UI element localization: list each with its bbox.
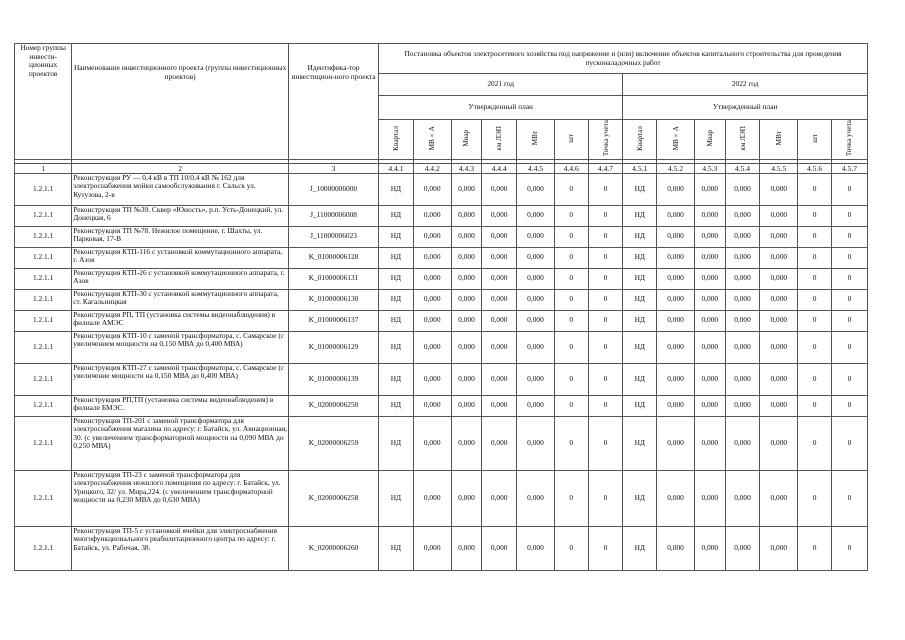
project-name-cell: Реконструкция КТП-10 с заменой трансформатора, с. Самарское (с увеличением мощности на 0,150 МВА до 0,400 МВА) bbox=[72, 331, 289, 363]
value-cell: 0 bbox=[831, 226, 867, 247]
value-cell: 0,000 bbox=[413, 395, 451, 416]
value-cell: 0,000 bbox=[760, 526, 798, 570]
column-number-cell: 4.4.1 bbox=[379, 163, 414, 173]
value-cell: 0,000 bbox=[482, 289, 517, 310]
group-number-cell: 1.2.1.1 bbox=[15, 526, 72, 570]
value-cell: НД bbox=[623, 331, 657, 363]
subheader-cell: Мвар bbox=[694, 120, 725, 160]
value-cell: 0 bbox=[588, 416, 623, 470]
value-cell: 0,000 bbox=[657, 289, 695, 310]
subheader-cell: км ЛЭП bbox=[482, 120, 517, 160]
subheader-cell: МВт bbox=[760, 120, 798, 160]
value-cell: 0,000 bbox=[451, 331, 482, 363]
column-number-cell: 4.4.2 bbox=[413, 163, 451, 173]
value-cell: НД bbox=[379, 289, 414, 310]
header-project-name: Наименование инвестиционного проекта (группы инвестиционных проектов) bbox=[72, 44, 289, 160]
header-approved-plan-2022: Утвержденный план bbox=[623, 96, 868, 120]
value-cell: 0,000 bbox=[517, 247, 555, 268]
value-cell: 0 bbox=[554, 173, 588, 205]
value-cell: 0,000 bbox=[451, 363, 482, 395]
value-cell: 0,000 bbox=[657, 470, 695, 526]
project-name-cell: Реконструкция ТП-5 с установкой ячейки для электроснабжения многофункционального реабилитационного центра по адресу: г. Батайск, ул. Рабочая, 38. bbox=[72, 526, 289, 570]
column-number-cell: 4.5.3 bbox=[694, 163, 725, 173]
value-cell: 0,000 bbox=[760, 310, 798, 331]
value-cell: 0,000 bbox=[517, 173, 555, 205]
column-number-cell: 4.5.5 bbox=[760, 163, 798, 173]
value-cell: 0 bbox=[798, 247, 832, 268]
value-cell: 0,000 bbox=[725, 331, 760, 363]
value-cell: НД bbox=[623, 268, 657, 289]
value-cell: 0,000 bbox=[451, 310, 482, 331]
project-name-cell: Реконструкция ТП-201 с заменой трансформатора для электроснабжения магазина по адресу: г. Батайск, ул. Авиационная, 30. (с увеличением трансформаторной мощности на 0,090 МВА до 0,250 МВА) bbox=[72, 416, 289, 470]
value-cell: НД bbox=[379, 331, 414, 363]
value-cell: 0,000 bbox=[725, 205, 760, 226]
value-cell: 0,000 bbox=[760, 205, 798, 226]
group-number-cell: 1.2.1.1 bbox=[15, 395, 72, 416]
value-cell: 0,000 bbox=[482, 205, 517, 226]
value-cell: 0,000 bbox=[657, 395, 695, 416]
value-cell: 0,000 bbox=[760, 363, 798, 395]
value-cell: 0,000 bbox=[413, 289, 451, 310]
column-number-cell: 4.4.4 bbox=[482, 163, 517, 173]
column-number-cell: 4.5.4 bbox=[725, 163, 760, 173]
column-number-cell: 4.5.6 bbox=[798, 163, 832, 173]
subheader-cell: МВ×А bbox=[657, 120, 695, 160]
value-cell: 0 bbox=[798, 310, 832, 331]
value-cell: 0,000 bbox=[657, 268, 695, 289]
value-cell: 0,000 bbox=[694, 226, 725, 247]
value-cell: 0,000 bbox=[451, 416, 482, 470]
value-cell: 0,000 bbox=[451, 173, 482, 205]
value-cell: 0 bbox=[831, 395, 867, 416]
project-id-cell: K_01000006128 bbox=[289, 247, 379, 268]
value-cell: 0 bbox=[554, 363, 588, 395]
value-cell: 0,000 bbox=[517, 226, 555, 247]
value-cell: 0,000 bbox=[725, 526, 760, 570]
value-cell: 0 bbox=[588, 526, 623, 570]
value-cell: НД bbox=[623, 526, 657, 570]
value-cell: 0 bbox=[831, 268, 867, 289]
value-cell: 0,000 bbox=[725, 226, 760, 247]
value-cell: 0 bbox=[798, 226, 832, 247]
value-cell: 0 bbox=[831, 331, 867, 363]
value-cell: 0,000 bbox=[694, 268, 725, 289]
group-number-cell: 1.2.1.1 bbox=[15, 331, 72, 363]
value-cell: 0,000 bbox=[760, 470, 798, 526]
value-cell: 0,000 bbox=[517, 470, 555, 526]
value-cell: 0 bbox=[798, 268, 832, 289]
value-cell: НД bbox=[379, 310, 414, 331]
value-cell: 0 bbox=[798, 395, 832, 416]
value-cell: 0 bbox=[588, 226, 623, 247]
value-cell: 0,000 bbox=[517, 395, 555, 416]
value-cell: 0,000 bbox=[517, 310, 555, 331]
group-number-cell: 1.2.1.1 bbox=[15, 226, 72, 247]
value-cell: 0,000 bbox=[482, 268, 517, 289]
value-cell: 0,000 bbox=[694, 289, 725, 310]
value-cell: 0,000 bbox=[413, 268, 451, 289]
value-cell: 0,000 bbox=[725, 363, 760, 395]
investment-table bbox=[14, 43, 868, 571]
value-cell: 0,000 bbox=[451, 226, 482, 247]
group-number-cell: 1.2.1.1 bbox=[15, 416, 72, 470]
value-cell: 0,000 bbox=[657, 526, 695, 570]
value-cell: 0,000 bbox=[694, 416, 725, 470]
value-cell: 0 bbox=[554, 310, 588, 331]
subheader-cell: МВ×А bbox=[413, 120, 451, 160]
group-number-cell: 1.2.1.1 bbox=[15, 363, 72, 395]
subheader-cell: Точка учета bbox=[831, 120, 867, 160]
value-cell: 0 bbox=[588, 363, 623, 395]
value-cell: 0 bbox=[831, 173, 867, 205]
table-row bbox=[15, 173, 868, 205]
value-cell: 0 bbox=[831, 310, 867, 331]
value-cell: 0 bbox=[588, 310, 623, 331]
subheader-cell: км ЛЭП bbox=[725, 120, 760, 160]
subheader-cell: МВт bbox=[517, 120, 555, 160]
value-cell: 0 bbox=[798, 205, 832, 226]
value-cell: 0,000 bbox=[413, 310, 451, 331]
header-group-number: Номер группы инвести-ционных проектов bbox=[15, 44, 72, 160]
value-cell: 0 bbox=[588, 331, 623, 363]
table-row bbox=[15, 247, 868, 268]
value-cell: 0,000 bbox=[413, 247, 451, 268]
value-cell: НД bbox=[379, 205, 414, 226]
column-number-cell: 4.4.6 bbox=[554, 163, 588, 173]
subheader-cell: Квартал bbox=[623, 120, 657, 160]
value-cell: 0 bbox=[554, 470, 588, 526]
value-cell: 0 bbox=[554, 289, 588, 310]
table-row bbox=[15, 289, 868, 310]
project-id-cell: K_02000006260 bbox=[289, 526, 379, 570]
table-row bbox=[15, 416, 868, 470]
value-cell: НД bbox=[623, 470, 657, 526]
value-cell: 0,000 bbox=[657, 173, 695, 205]
value-cell: НД bbox=[379, 470, 414, 526]
column-number-cell: 4.5.1 bbox=[623, 163, 657, 173]
value-cell: 0,000 bbox=[413, 416, 451, 470]
value-cell: 0,000 bbox=[694, 395, 725, 416]
header-approved-plan-2021: Утвержденный план bbox=[379, 96, 623, 120]
table-body bbox=[15, 173, 868, 570]
value-cell: 0,000 bbox=[451, 526, 482, 570]
project-id-cell: K_02000006258 bbox=[289, 470, 379, 526]
subheader-cell: Мвар bbox=[451, 120, 482, 160]
value-cell: НД bbox=[623, 226, 657, 247]
table-row bbox=[15, 205, 868, 226]
value-cell: 0,000 bbox=[517, 205, 555, 226]
value-cell: 0,000 bbox=[760, 173, 798, 205]
value-cell: 0,000 bbox=[517, 363, 555, 395]
value-cell: 0,000 bbox=[657, 310, 695, 331]
project-id-cell: K_01000006130 bbox=[289, 289, 379, 310]
value-cell: 0,000 bbox=[657, 416, 695, 470]
project-name-cell: Реконструкция ТП №39. Сквер «Юность», р.п. Усть-Донецкий, ул. Донецкая, 6 bbox=[72, 205, 289, 226]
value-cell: 0,000 bbox=[413, 173, 451, 205]
project-name-cell: Реконструкция КТП-116 с установкой коммутационного аппарата, г. Азов bbox=[72, 247, 289, 268]
value-cell: 0 bbox=[831, 363, 867, 395]
value-cell: 0,000 bbox=[760, 289, 798, 310]
value-cell: НД bbox=[379, 173, 414, 205]
table-row bbox=[15, 470, 868, 526]
value-cell: 0 bbox=[798, 363, 832, 395]
project-id-cell: K_02000006250 bbox=[289, 395, 379, 416]
value-cell: 0,000 bbox=[413, 363, 451, 395]
value-cell: 0,000 bbox=[482, 310, 517, 331]
value-cell: 0,000 bbox=[725, 268, 760, 289]
group-number-cell: 1.2.1.1 bbox=[15, 268, 72, 289]
project-id-cell: J_11000006023 bbox=[289, 226, 379, 247]
column-number-cell: 4.5.2 bbox=[657, 163, 695, 173]
value-cell: 0 bbox=[588, 395, 623, 416]
value-cell: 0 bbox=[798, 331, 832, 363]
table-row bbox=[15, 363, 868, 395]
value-cell: 0,000 bbox=[725, 470, 760, 526]
group-number-cell: 1.2.1.1 bbox=[15, 310, 72, 331]
value-cell: 0 bbox=[554, 331, 588, 363]
value-cell: 0 bbox=[554, 395, 588, 416]
value-cell: 0,000 bbox=[413, 470, 451, 526]
column-number-cell: 2 bbox=[72, 163, 289, 173]
value-cell: 0,000 bbox=[694, 173, 725, 205]
value-cell: 0,000 bbox=[657, 205, 695, 226]
value-cell: 0,000 bbox=[482, 526, 517, 570]
value-cell: 0,000 bbox=[482, 247, 517, 268]
value-cell: НД bbox=[623, 363, 657, 395]
value-cell: 0 bbox=[831, 526, 867, 570]
value-cell: 0,000 bbox=[451, 205, 482, 226]
table-row bbox=[15, 395, 868, 416]
value-cell: 0 bbox=[554, 226, 588, 247]
value-cell: НД bbox=[379, 226, 414, 247]
value-cell: 0 bbox=[831, 247, 867, 268]
table-row bbox=[15, 526, 868, 570]
value-cell: 0,000 bbox=[482, 331, 517, 363]
subheader-cell: шт bbox=[554, 120, 588, 160]
project-name-cell: Реконструкция ТП-23 с заменой трансформатора для электроснабжения нежилого помещения по адресу: г. Батайск, ул. Урицкого, 32/ ул. Мира,224. (с увеличением трансформаторной мощности на 0,230 МВА до 0,630 МВА) bbox=[72, 470, 289, 526]
value-cell: 0 bbox=[554, 526, 588, 570]
value-cell: 0,000 bbox=[694, 205, 725, 226]
value-cell: 0 bbox=[588, 470, 623, 526]
value-cell: 0,000 bbox=[760, 395, 798, 416]
value-cell: 0 bbox=[831, 205, 867, 226]
value-cell: 0 bbox=[831, 416, 867, 470]
value-cell: 0,000 bbox=[451, 247, 482, 268]
project-id-cell: J_10000006000 bbox=[289, 173, 379, 205]
value-cell: 0,000 bbox=[694, 526, 725, 570]
value-cell: 0,000 bbox=[694, 247, 725, 268]
value-cell: НД bbox=[623, 289, 657, 310]
value-cell: 0,000 bbox=[517, 331, 555, 363]
value-cell: 0,000 bbox=[482, 395, 517, 416]
value-cell: 0,000 bbox=[694, 470, 725, 526]
table-row bbox=[15, 226, 868, 247]
value-cell: 0 bbox=[588, 173, 623, 205]
group-number-cell: 1.2.1.1 bbox=[15, 247, 72, 268]
value-cell: 0,000 bbox=[482, 173, 517, 205]
value-cell: 0,000 bbox=[413, 226, 451, 247]
column-number-cell: 4.4.3 bbox=[451, 163, 482, 173]
header-year-2021: 2021 год bbox=[379, 74, 623, 96]
project-id-cell: K_01000006137 bbox=[289, 310, 379, 331]
value-cell: НД bbox=[623, 416, 657, 470]
project-name-cell: Реконструкция КТП-30 с установкой коммутационного аппарата, ст. Кагальницкая bbox=[72, 289, 289, 310]
value-cell: 0,000 bbox=[451, 289, 482, 310]
value-cell: 0 bbox=[554, 268, 588, 289]
project-name-cell: Реконструкция РП,ТП (установка системы видеонаблюдения) в филиале БМЭС. bbox=[72, 395, 289, 416]
value-cell: 0,000 bbox=[482, 363, 517, 395]
value-cell: 0 bbox=[588, 205, 623, 226]
header-year-2022: 2022 год bbox=[623, 74, 868, 96]
value-cell: 0,000 bbox=[657, 247, 695, 268]
subheader-cell: Квартал bbox=[379, 120, 414, 160]
investment-table-document bbox=[14, 43, 868, 571]
value-cell: 0,000 bbox=[725, 173, 760, 205]
subheader-cell: Точка учета bbox=[588, 120, 623, 160]
column-number-cell: 1 bbox=[15, 163, 72, 173]
value-cell: 0 bbox=[588, 289, 623, 310]
value-cell: НД bbox=[623, 173, 657, 205]
project-id-cell: K_01000006131 bbox=[289, 268, 379, 289]
value-cell: 0 bbox=[798, 173, 832, 205]
value-cell: 0,000 bbox=[451, 268, 482, 289]
project-id-cell: K_01000006129 bbox=[289, 331, 379, 363]
value-cell: 0,000 bbox=[413, 526, 451, 570]
value-cell: 0 bbox=[554, 205, 588, 226]
header-main-title: Постановка объектов электросетевого хозяйства под напряжение и (или) включение объектов капитального строительства для проведения пусконаладочных работ bbox=[379, 44, 868, 74]
value-cell: НД bbox=[379, 395, 414, 416]
group-number-cell: 1.2.1.1 bbox=[15, 289, 72, 310]
table-row bbox=[15, 268, 868, 289]
project-name-cell: Реконструкция РП, ТП (установка системы видеонаблюдения) в филиале АМЭС bbox=[72, 310, 289, 331]
project-id-cell: K_02000006259 bbox=[289, 416, 379, 470]
value-cell: 0 bbox=[798, 470, 832, 526]
value-cell: 0,000 bbox=[725, 289, 760, 310]
value-cell: 0 bbox=[831, 289, 867, 310]
column-number-cell: 4.4.5 bbox=[517, 163, 555, 173]
value-cell: 0,000 bbox=[517, 289, 555, 310]
group-number-cell: 1.2.1.1 bbox=[15, 173, 72, 205]
value-cell: 0,000 bbox=[482, 226, 517, 247]
value-cell: 0,000 bbox=[760, 268, 798, 289]
value-cell: 0 bbox=[554, 247, 588, 268]
value-cell: 0 bbox=[554, 416, 588, 470]
value-cell: 0,000 bbox=[413, 331, 451, 363]
value-cell: 0 bbox=[798, 416, 832, 470]
header-identifier: Идентифика-тор инвестицион-ного проекта bbox=[289, 44, 379, 160]
value-cell: 0,000 bbox=[517, 526, 555, 570]
value-cell: 0,000 bbox=[517, 416, 555, 470]
project-name-cell: Реконструкция ТП №78. Нежилое помещение, г. Шахты, ул. Парковая, 17-В bbox=[72, 226, 289, 247]
value-cell: 0,000 bbox=[760, 226, 798, 247]
value-cell: 0 bbox=[588, 247, 623, 268]
value-cell: НД bbox=[623, 247, 657, 268]
project-name-cell: Реконструкция РУ — 0,4 кВ в ТП 10/0,4 кВ № 162 для электроснабжения мойки самообслуживания г. Сальск ул. Кутузова, 2-в bbox=[72, 173, 289, 205]
value-cell: 0 bbox=[798, 526, 832, 570]
value-cell: 0,000 bbox=[760, 247, 798, 268]
value-cell: 0,000 bbox=[725, 310, 760, 331]
value-cell: 0,000 bbox=[451, 470, 482, 526]
value-cell: 0,000 bbox=[482, 416, 517, 470]
value-cell: 0,000 bbox=[725, 416, 760, 470]
value-cell: 0,000 bbox=[760, 416, 798, 470]
value-cell: 0,000 bbox=[760, 331, 798, 363]
value-cell: 0,000 bbox=[694, 310, 725, 331]
value-cell: 0,000 bbox=[657, 363, 695, 395]
value-cell: 0 bbox=[798, 289, 832, 310]
value-cell: 0,000 bbox=[451, 395, 482, 416]
subheader-cell: шт bbox=[798, 120, 832, 160]
value-cell: НД bbox=[379, 416, 414, 470]
value-cell: НД bbox=[379, 268, 414, 289]
value-cell: 0,000 bbox=[413, 205, 451, 226]
value-cell: НД bbox=[623, 395, 657, 416]
project-name-cell: Реконструкция КТП-27 с заменой трансформатора, с. Самарское (с увеличение мощности на 0,150 МВА до 0,400 МВА) bbox=[72, 363, 289, 395]
project-name-cell: Реконструкция КТП-26 с установкой коммутационного аппарата, г. Азов bbox=[72, 268, 289, 289]
value-cell: НД bbox=[623, 205, 657, 226]
value-cell: 0,000 bbox=[725, 247, 760, 268]
value-cell: 0,000 bbox=[482, 470, 517, 526]
value-cell: НД bbox=[623, 310, 657, 331]
project-id-cell: J_11000006008 bbox=[289, 205, 379, 226]
group-number-cell: 1.2.1.1 bbox=[15, 205, 72, 226]
value-cell: 0,000 bbox=[725, 395, 760, 416]
value-cell: НД bbox=[379, 363, 414, 395]
project-id-cell: K_01000006139 bbox=[289, 363, 379, 395]
column-number-cell: 3 bbox=[289, 163, 379, 173]
value-cell: 0,000 bbox=[517, 268, 555, 289]
column-number-cell: 4.4.7 bbox=[588, 163, 623, 173]
value-cell: НД bbox=[379, 526, 414, 570]
value-cell: 0,000 bbox=[694, 363, 725, 395]
column-number-cell: 4.5.7 bbox=[831, 163, 867, 173]
value-cell: 0,000 bbox=[657, 331, 695, 363]
value-cell: 0 bbox=[831, 470, 867, 526]
value-cell: НД bbox=[379, 247, 414, 268]
column-numbers-row bbox=[15, 163, 868, 173]
value-cell: 0,000 bbox=[694, 331, 725, 363]
table-row bbox=[15, 310, 868, 331]
group-number-cell: 1.2.1.1 bbox=[15, 470, 72, 526]
value-cell: 0 bbox=[588, 268, 623, 289]
value-cell: 0,000 bbox=[657, 226, 695, 247]
table-row bbox=[15, 331, 868, 363]
